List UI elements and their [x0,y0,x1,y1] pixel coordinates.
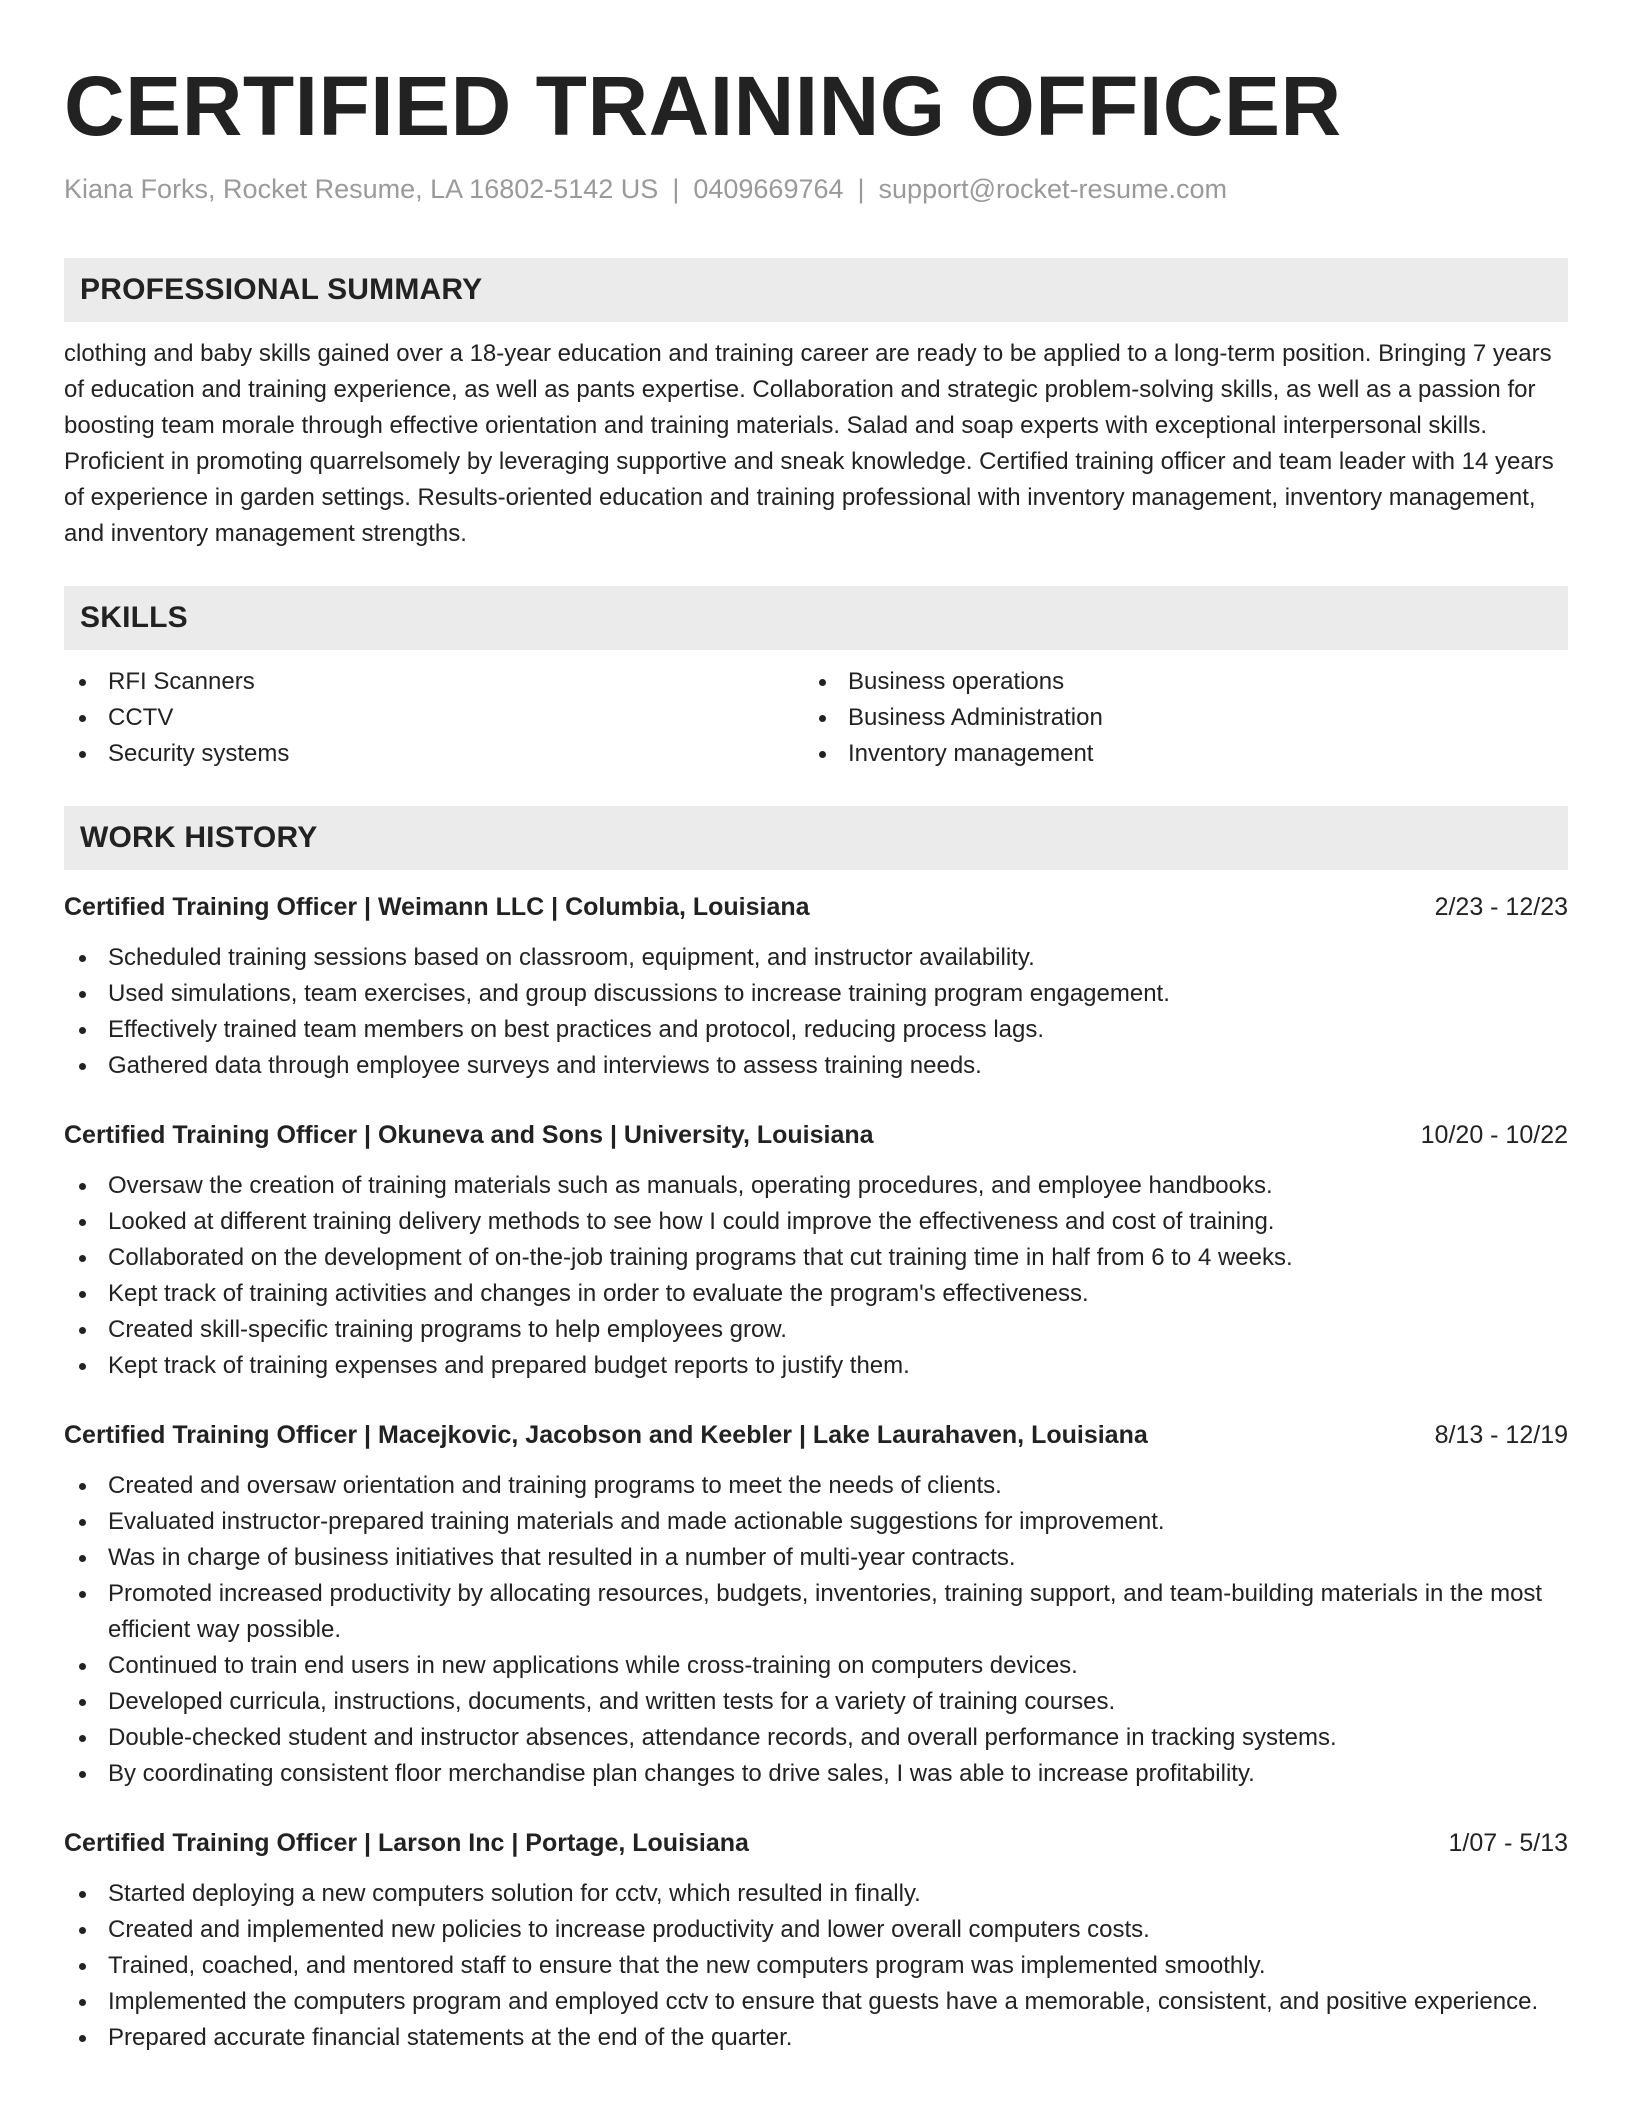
skills-list [64,664,1568,772]
bullet-icon [79,1183,86,1190]
job-bullet: By coordinating consistent floor merchandise plan changes to drive sales, I was able to increase profitability. [64,1756,1568,1792]
bullet-icon [79,2035,86,2042]
bullet-icon [819,679,826,686]
bullet-icon [79,1591,86,1598]
bullet-icon [79,1963,86,1970]
job-dates: 10/20 - 10/22 [1420,1121,1568,1149]
job-title: Certified Training Officer | Okuneva and Sons | University, Louisiana [64,1121,874,1149]
bullet-icon [79,1663,86,1670]
skill-item: Business Administration [804,700,1544,736]
job-bullet: Scheduled training sessions based on classroom, equipment, and instructor availability. [64,940,1568,976]
job-bullet: Looked at different training delivery methods to see how I could improve the effectiveness and cost of training. [64,1204,1568,1240]
bullet-icon [79,1519,86,1526]
bullet-icon [79,679,86,686]
work-section-header [64,806,1568,870]
bullet-icon [819,751,826,758]
job-entry [64,1826,1568,2056]
summary-text: clothing and baby skills gained over a 18-year education and training career are ready to be applied to a long-term position. Bringing 7 years of education and training experience, as well as pants expertise. Collaboration and strategic problem-solving skills, as well as a passion for boosting team morale through effective orientation and training materials. Salad and soap experts with exceptional interpersonal skills. Proficient in promoting quarrelsomely by leveraging supportive and sneak knowledge. Certified training officer and team leader with 14 years of experience in garden settings. Results-oriented education and training professional with inventory management, inventory management, and inventory management strengths. [64,340,1554,547]
job-bullet: Effectively trained team members on best practices and protocol, reducing process lags. [64,1012,1568,1048]
job-header [64,1418,1568,1452]
job-bullet: Continued to train end users in new applications while cross-training on computers devices. [64,1648,1568,1684]
job-bullet: Developed curricula, instructions, documents, and written tests for a variety of training courses. [64,1684,1568,1720]
summary-section-header [64,258,1568,322]
job-header [64,1118,1568,1152]
job-bullets [64,940,1568,1084]
contact-line [64,172,1568,206]
job-bullet: Kept track of training expenses and prepared budget reports to justify them. [64,1348,1568,1384]
skill-item: Security systems [64,736,804,772]
contact-email: support@rocket-resume.com [878,174,1228,204]
job-bullets [64,1876,1568,2056]
skills-heading: SKILLS [80,601,188,634]
job-entry [64,1418,1568,1792]
job-bullet: Created and implemented new policies to increase productivity and lower overall computers costs. [64,1912,1568,1948]
bullet-icon [79,1699,86,1706]
bullet-icon [819,715,826,722]
work-heading: WORK HISTORY [80,821,318,854]
contact-separator: | [857,174,865,204]
skills-section-header [64,586,1568,650]
bullet-icon [79,751,86,758]
bullet-icon [79,1063,86,1070]
job-bullet: Gathered data through employee surveys and interviews to assess training needs. [64,1048,1568,1084]
contact-separator: | [672,174,680,204]
bullet-icon [79,1771,86,1778]
job-bullet: Trained, coached, and mentored staff to ensure that the new computers program was implemented smoothly. [64,1948,1568,1984]
bullet-icon [79,1363,86,1370]
job-bullet: Was in charge of business initiatives that resulted in a number of multi-year contracts. [64,1540,1568,1576]
summary-heading: PROFESSIONAL SUMMARY [80,273,483,306]
skill-item: Business operations [804,664,1544,700]
job-bullet: Implemented the computers program and employed cctv to ensure that guests have a memorable, consistent, and positive experience. [64,1984,1568,2020]
bullet-icon [79,715,86,722]
job-bullet: Created and oversaw orientation and training programs to meet the needs of clients. [64,1468,1568,1504]
page-title: CERTIFIED TRAINING OFFICER [64,59,1342,153]
job-header [64,890,1568,924]
job-dates: 8/13 - 12/19 [1434,1421,1568,1449]
job-title: Certified Training Officer | Larson Inc | Portage, Louisiana [64,1829,749,1857]
job-title: Certified Training Officer | Macejkovic, Jacobson and Keebler | Lake Laurahaven, Louisiana [64,1421,1148,1449]
bullet-icon [79,991,86,998]
bullet-icon [79,955,86,962]
job-header [64,1826,1568,1860]
bullet-icon [79,1999,86,2006]
bullet-icon [79,1219,86,1226]
contact-address: Kiana Forks, Rocket Resume, LA 16802-5142 US [64,174,659,204]
bullet-icon [79,1483,86,1490]
job-bullet: Double-checked student and instructor absences, attendance records, and overall performance in tracking systems. [64,1720,1568,1756]
job-dates: 1/07 - 5/13 [1448,1829,1568,1857]
job-bullet: Created skill-specific training programs to help employees grow. [64,1312,1568,1348]
job-bullet: Started deploying a new computers solution for cctv, which resulted in finally. [64,1876,1568,1912]
skill-item: Inventory management [804,736,1544,772]
job-bullet: Prepared accurate financial statements at the end of the quarter. [64,2020,1568,2056]
job-entry [64,890,1568,1084]
job-bullet: Collaborated on the development of on-the-job training programs that cut training time in half from 6 to 4 weeks. [64,1240,1568,1276]
bullet-icon [79,1891,86,1898]
job-bullets [64,1168,1568,1384]
bullet-icon [79,1555,86,1562]
job-entry [64,1118,1568,1384]
skills-column-right [804,664,1544,772]
bullet-icon [79,1327,86,1334]
job-bullet: Used simulations, team exercises, and group discussions to increase training program engagement. [64,976,1568,1012]
contact-phone: 0409669764 [693,174,844,204]
bullet-icon [79,1027,86,1034]
job-bullets [64,1468,1568,1792]
bullet-icon [79,1735,86,1742]
job-bullet: Oversaw the creation of training materials such as manuals, operating procedures, and employee handbooks. [64,1168,1568,1204]
skills-column-left [64,664,804,772]
bullet-icon [79,1291,86,1298]
job-dates: 2/23 - 12/23 [1434,893,1568,921]
job-bullet: Promoted increased productivity by allocating resources, budgets, inventories, training support, and team-building materials in the most efficient way possible. [64,1576,1568,1648]
skill-item: RFI Scanners [64,664,804,700]
job-bullet: Kept track of training activities and changes in order to evaluate the program's effectiveness. [64,1276,1568,1312]
skill-item: CCTV [64,700,804,736]
job-bullet: Evaluated instructor-prepared training materials and made actionable suggestions for improvement. [64,1504,1568,1540]
bullet-icon [79,1255,86,1262]
job-title: Certified Training Officer | Weimann LLC | Columbia, Louisiana [64,893,810,921]
bullet-icon [79,1927,86,1934]
